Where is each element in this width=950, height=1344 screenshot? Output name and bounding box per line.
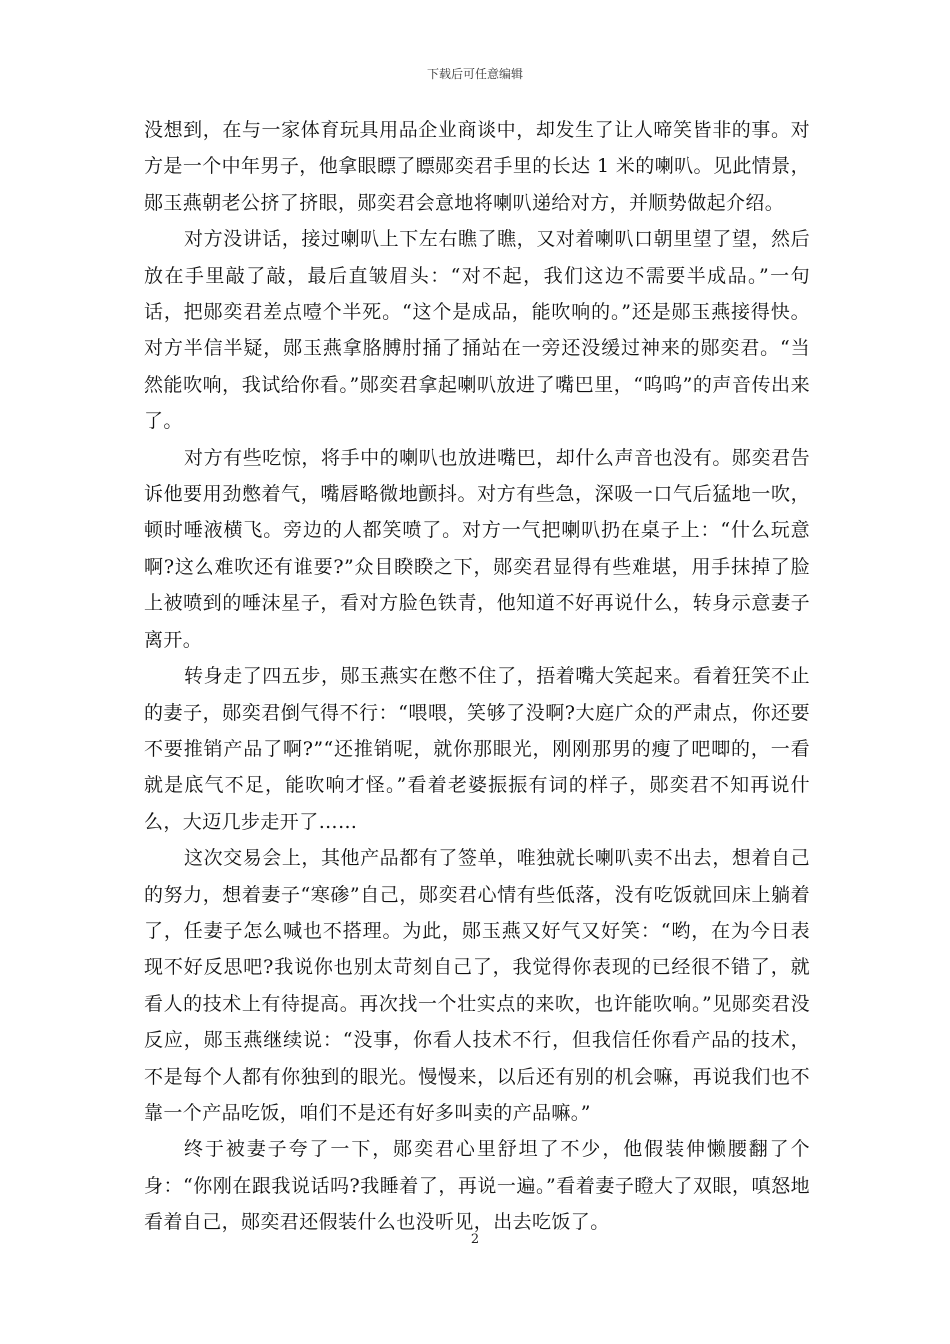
page-number: 2 xyxy=(470,1232,480,1247)
paragraph: 没想到，在与一家体育玩具用品企业商谈中，却发生了让人啼笑皆非的事。对方是一个中年男子，他拿眼瞟了瞟郧奕君手里的长达 1 米的喇叭。见此情景，郧玉燕朝老公挤了挤眼，郧奕君会意地将喇叭递给对方，并顺势做起介绍。 xyxy=(144,119,810,214)
paragraph: 这次交易会上，其他产品都有了签单，唯独就长喇叭卖不出去，想着自己的努力，想着妻子“寒碜”自己，郧奕君心情有些低落，没有吃饭就回床上躺着了，任妻子怎么喊也不搭理。为此，郧玉燕又好气又好笑：“哟，在为今日表现不好反思吧?我说你也别太苛刻自己了，我觉得你表现的已经很不错了，就看人的技术上有待提高。再次找一个壮实点的来吹，也许能吹响。”见郧奕君没反应，郧玉燕继续说：“没事，你看人技术不行，但我信任你看产品的技术，不是每个人都有你独到的眼光。慢慢来，以后还有别的机会嘛，再说我们也不靠一个产品吃饭，咱们不是还有好多叫卖的产品嘛。” xyxy=(144,847,810,1124)
page-header: 下载后可任意编辑 xyxy=(426,67,523,81)
paragraph: 转身走了四五步，郧玉燕实在憋不住了，捂着嘴大笑起来。看着狂笑不止的妻子，郧奕君倒气得不行：“喂喂，笑够了没啊?大庭广众的严肃点，你还要不要推销产品了啊?”“还推销呢，就你那眼光，刚刚那男的瘦了吧唧的，一看就是底气不足，能吹响才怪。”看着老婆振振有词的样子，郧奕君不知再说什么，大迈几步走开了…… xyxy=(144,665,810,833)
paragraph: 终于被妻子夸了一下，郧奕君心里舒坦了不少，他假装伸懒腰翻了个身：“你刚在跟我说话吗?我睡着了，再说一遍。”看着妻子瞪大了双眼，嗔怒地看着自己，郧奕君还假装什么也没听见，出去吃饭了。 xyxy=(144,1138,810,1234)
paragraph: 对方有些吃惊，将手中的喇叭也放进嘴巴，却什么声音也没有。郧奕君告诉他要用劲憋着气，嘴唇略微地颤抖。对方有些急，深吸一口气后猛地一吹，顿时唾液横飞。旁边的人都笑喷了。对方一气把喇叭扔在桌子上：“什么玩意啊?这么难吹还有谁要?”众目睽睽之下，郧奕君显得有些难堪，用手抹掉了脸上被喷到的唾沫星子，看对方脸色铁青，他知道不好再说什么，转身示意妻子离开。 xyxy=(144,446,810,651)
paragraph: 对方没讲话，接过喇叭上下左右瞧了瞧，又对着喇叭口朝里望了望，然后放在手里敲了敲，最后直皱眉头：“对不起，我们这边不需要半成品。”一句话，把郧奕君差点噎个半死。“这个是成品，能吹响的。”还是郧玉燕接得快。对方半信半疑，郧玉燕拿胳膊肘捅了捅站在一旁还没缓过神来的郧奕君。“当然能吹响，我试给你看。”郧奕君拿起喇叭放进了嘴巴里，“呜呜”的声音传出来了。 xyxy=(144,228,810,433)
document-body xyxy=(144,112,810,1241)
